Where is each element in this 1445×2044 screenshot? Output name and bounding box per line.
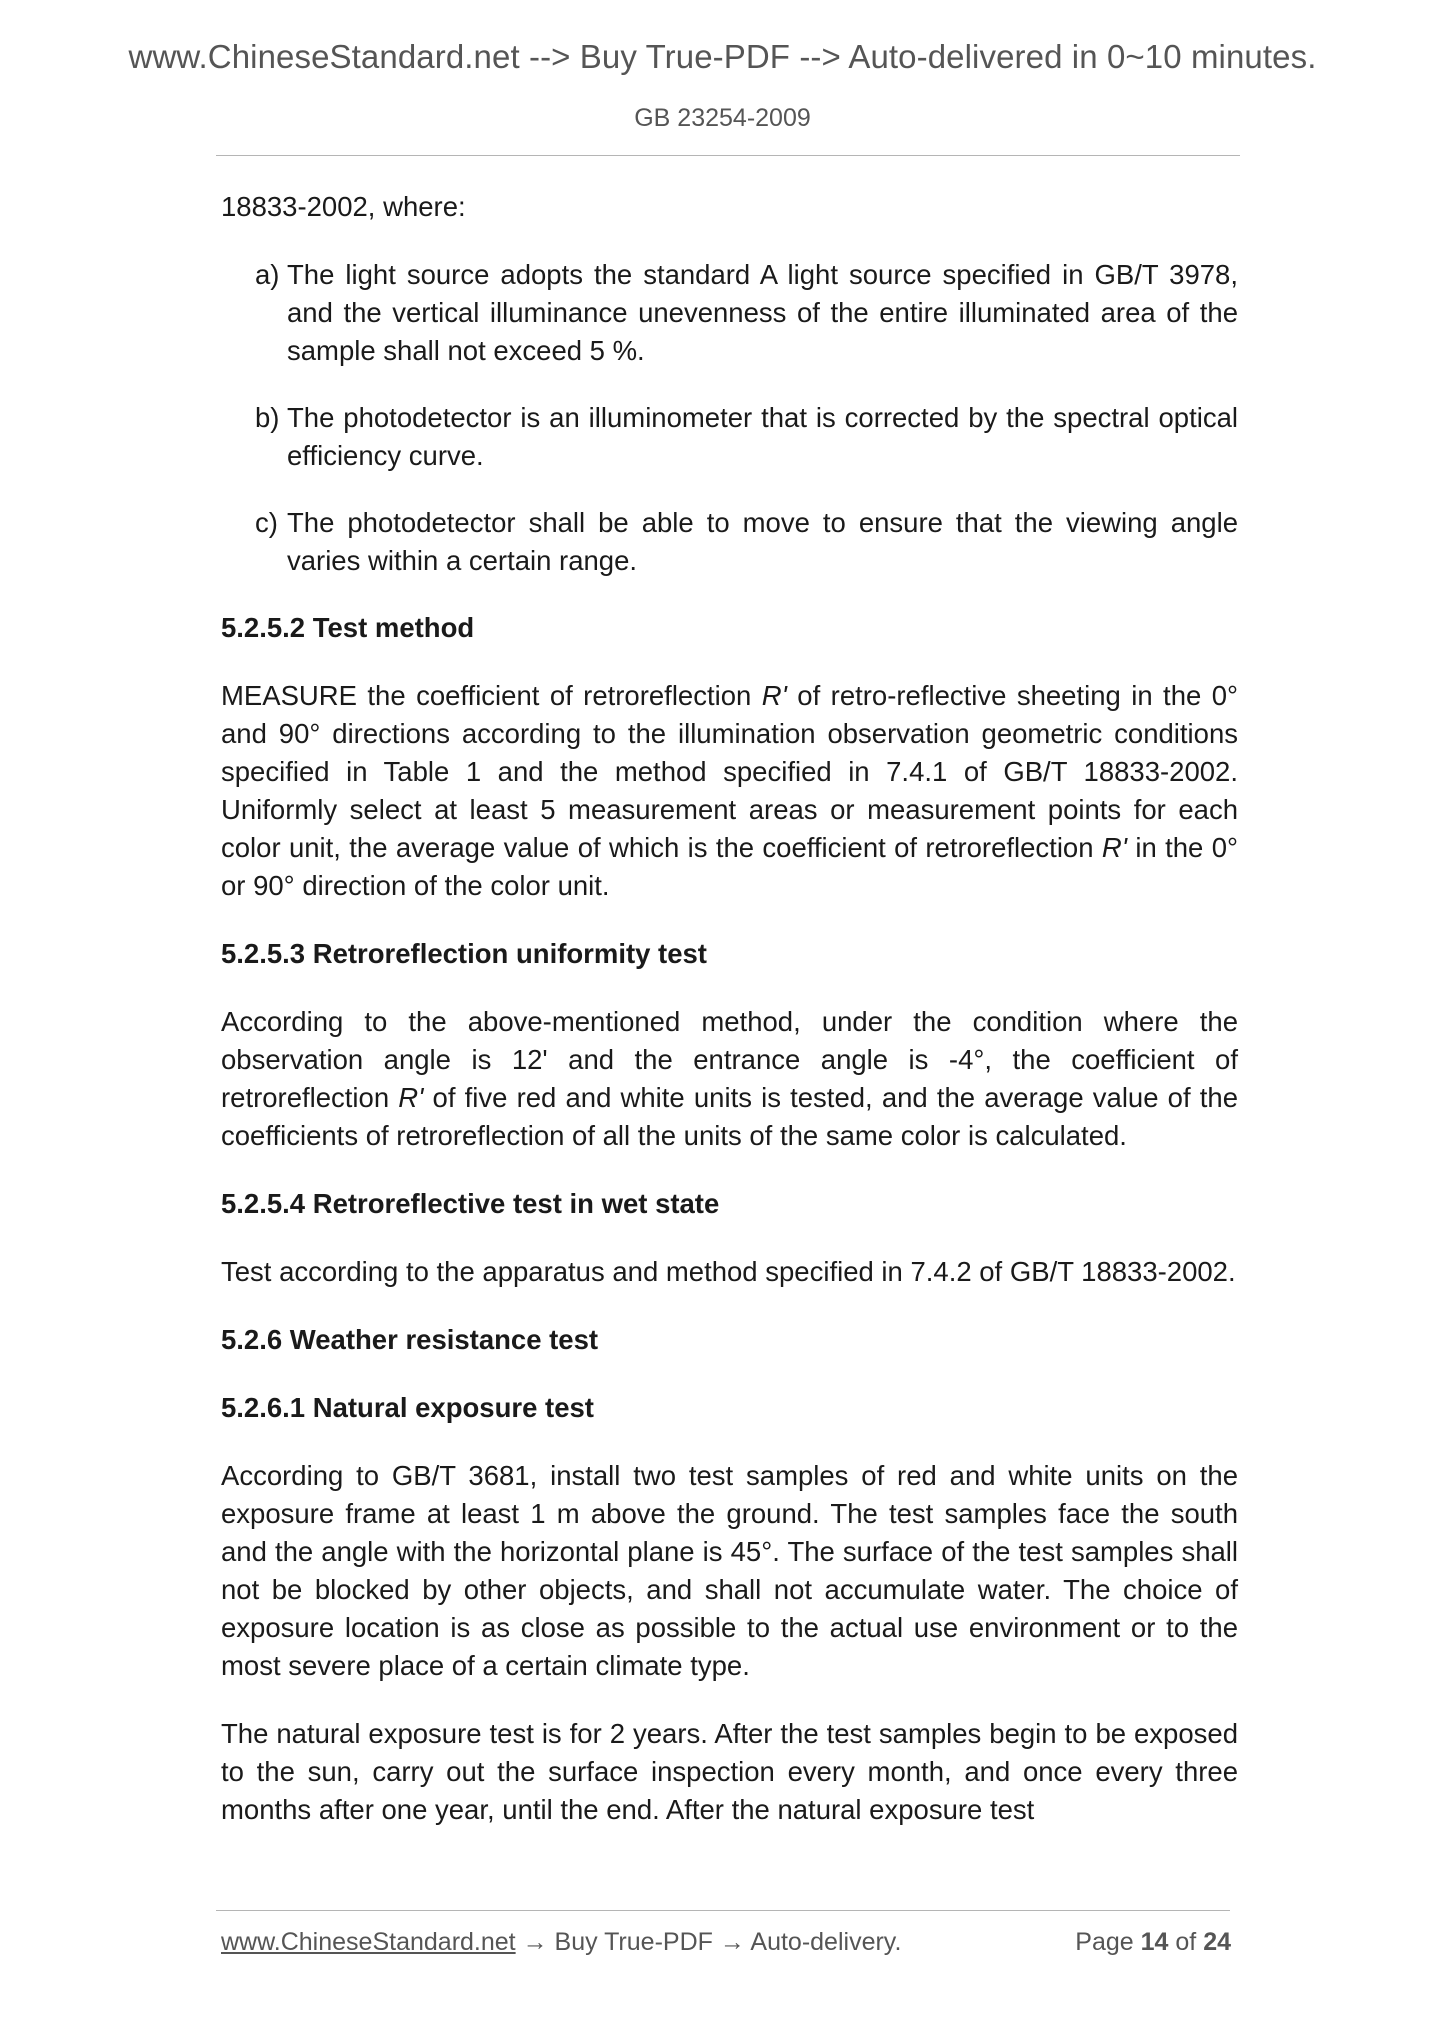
heading-5-2-5-4: 5.2.5.4 Retroreflective test in wet state [221, 1188, 720, 1219]
list-item-a [221, 256, 1238, 370]
footer-buy-text: → Buy True-PDF → Auto-delivery. [515, 1928, 902, 1956]
page-footer [221, 1928, 1231, 1968]
heading-5-2-5-2: 5.2.5.2 Test method [221, 612, 475, 643]
footer-site-link[interactable]: www.ChineseStandard.net [221, 1928, 516, 1956]
page-content [221, 188, 1238, 1829]
heading-5-2-6-1: 5.2.6.1 Natural exposure test [221, 1392, 594, 1423]
paragraph-5-2-5-3: According to the above-mentioned method, under the condition where the observation angle is 12' and the entrance angle is -4°, the coefficient of retroreflection R' of five red and white units is tested, and the average value of the coefficients of retroreflection of all the units of the same color is calculated. [221, 1006, 1238, 1151]
top-banner: www.ChineseStandard.net --> Buy True-PDF --> Auto-delivered in 0~10 minutes. [128, 38, 1317, 75]
heading-5-2-5-3: 5.2.5.3 Retroreflection uniformity test [221, 938, 707, 969]
paragraph-5-2-5-2: MEASURE the coefficient of retroreflection R' of retro-reflective sheeting in the 0° and 90° directions according to the illumination observation geometric conditions specified in Table 1 and the method specified in 7.4.1 of GB/T 18833-2002. Uniformly select at least 5 measurement areas or measurement points for each color unit, the average value of which is the coefficient of retroreflection R' in the 0° or 90° direction of the color unit. [221, 680, 1239, 901]
r-prime-symbol: R' [1101, 832, 1127, 863]
paragraph-5-2-6-1-b: The natural exposure test is for 2 years. After the test samples begin to be exposed to the sun, carry out the surface inspection every month, and once every three months after one year, until the end. After the natural exposure test [221, 1718, 1238, 1825]
r-prime-symbol: R' [398, 1082, 424, 1113]
header-divider [216, 155, 1240, 156]
heading-5-2-6: 5.2.6 Weather resistance test [221, 1324, 599, 1355]
list-text: The photodetector is an illuminometer that is corrected by the spectral optical efficiency curve. [287, 402, 1238, 471]
paragraph-5-2-5-4: Test according to the apparatus and method specified in 7.4.2 of GB/T 18833-2002. [221, 1256, 1236, 1287]
total-pages: 24 [1203, 1928, 1231, 1956]
page-number: Page 14 of 24 [1075, 1928, 1231, 1956]
intro-text: 18833-2002, where: [221, 191, 466, 222]
list-item-b [221, 399, 1238, 475]
list-label: c) [255, 507, 278, 538]
list-text: The light source adopts the standard A light source specified in GB/T 3978, and the vertical illuminance unevenness of the entire illuminated area of the sample shall not exceed 5 %. [287, 259, 1238, 366]
list-text: The photodetector shall be able to move to ensure that the viewing angle varies within a certain range. [287, 507, 1238, 576]
current-page: 14 [1140, 1928, 1169, 1956]
r-prime-symbol: R' [761, 680, 787, 711]
list-label: b) [255, 402, 280, 433]
list-label: a) [255, 259, 280, 290]
footer-divider [216, 1910, 1230, 1911]
list-item-c [221, 504, 1238, 580]
footer-left [221, 1928, 901, 1957]
paragraph-5-2-6-1-a: According to GB/T 3681, install two test samples of red and white units on the exposure frame at least 1 m above the ground. The test samples face the south and the angle with the horizontal plane is 45°. The surface of the test samples shall not be blocked by other objects, and shall not accumulate water. The choice of exposure location is as close as possible to the actual use environment or to the most severe place of a certain climate type. [221, 1460, 1238, 1681]
standard-code: GB 23254-2009 [634, 104, 811, 132]
